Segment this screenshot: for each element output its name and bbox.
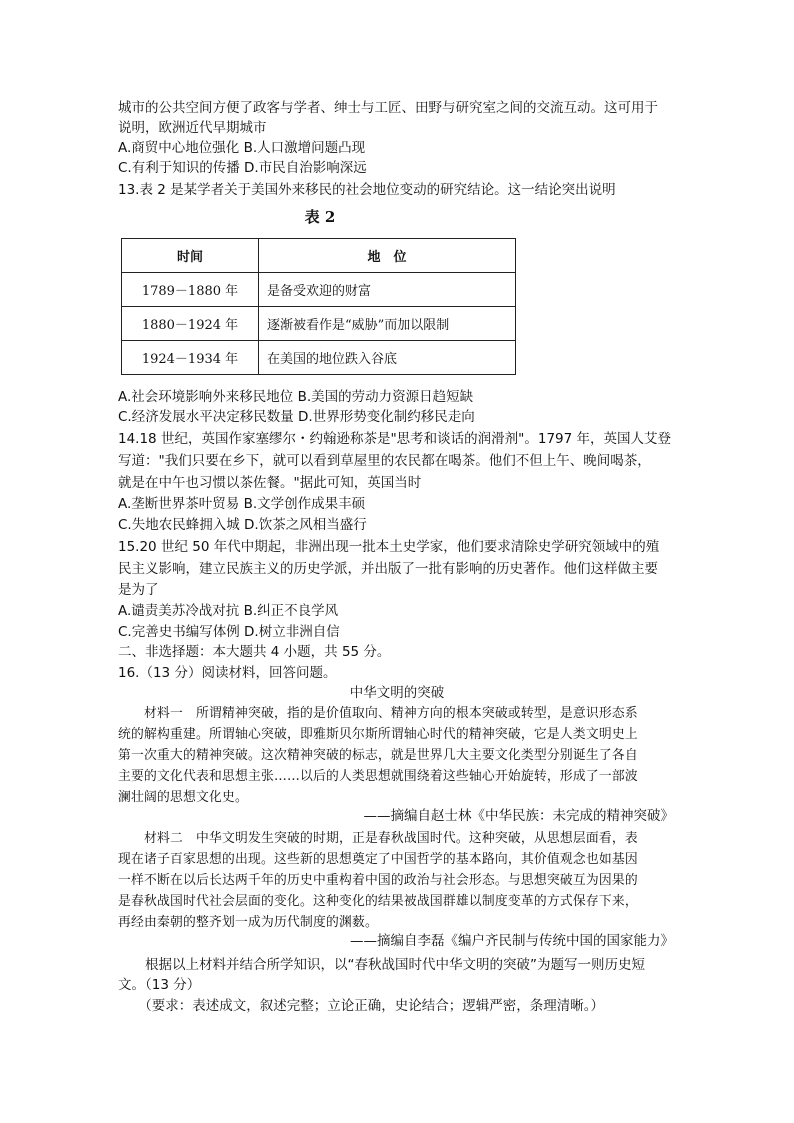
material-two-line: 材料二 中华文明发生突破的时期，正是春秋战国时代。这种突破，从思想层面看，表	[118, 831, 638, 846]
q12-options-ab: A.商贸中心地位强化 B.人口激增问题凸现	[118, 140, 366, 156]
q13-stem: 13.表 2 是某学者关于美国外来移民的社会地位变动的研究结论。这一结论突出说明	[118, 182, 616, 198]
q14-stem-line-2: 写道："我们只要在乡下，就可以看到草屋里的农民都在喝茶。他们不但上午、晚间喝茶，	[118, 453, 651, 469]
task-line-2: 文。（13 分）	[118, 977, 201, 993]
q14-options-cd: C.失地农民蜂拥入城 D.饮茶之风相当盛行	[118, 517, 367, 533]
table-cell-status: 在美国的地位跌入谷底	[259, 341, 516, 375]
q14-stem-line-3: 就是在中午也习惯以茶佐餐。"据此可知，英国当时	[118, 475, 422, 491]
q15-stem-line-2: 民主义影响，建立民族主义的历史学派，并出版了一批有影响的历史著作。他们这样做主要	[118, 561, 658, 577]
table-header-status: 地 位	[259, 239, 516, 273]
section-heading: 二、非选择题：本大题共 4 小题，共 55 分。	[118, 644, 391, 660]
q13-options-ab: A.社会环境影响外来移民地位 B.美国的劳动力资源日趋短缺	[118, 389, 474, 405]
table-header-time: 时间	[122, 239, 259, 273]
q12-stem-line-2: 说明，欧洲近代早期城市	[118, 120, 267, 136]
table-cell-period: 1880－1924 年	[122, 307, 259, 341]
material-two-line: 再经由秦朝的整齐划一成为历代制度的渊薮。	[118, 915, 378, 930]
material-one-source: ——摘编自赵士林《中华民族：未完成的精神突破》	[363, 808, 674, 824]
material-one-line: 统的解构重建。所谓轴心突破，即雅斯贝尔斯所谓轴心时代的精神突破，它是人类文明史上	[118, 727, 638, 742]
table-row	[122, 273, 516, 307]
material-two-line: 现在诸子百家思想的出现。这些新的思想奠定了中国哲学的基本路向，其价值观念也如基因	[118, 852, 638, 867]
material-two-line: 是春秋战国时代社会层面的变化。这种变化的结果被战国群雄以制度变革的方式保存下来，	[118, 894, 638, 909]
material-two-source: ——摘编自李磊《编户齐民制与传统中国的国家能力》	[350, 933, 674, 949]
q12-options-cd: C.有利于知识的传播 D.市民自治影响深远	[118, 160, 367, 176]
q15-stem-line-1: 15.20 世纪 50 年代中期起，非洲出现一批本土史学家，他们要求清除史学研究领域中的殖	[118, 539, 660, 555]
q14-options-ab: A.垄断世界茶叶贸易 B.文学创作成果丰硕	[118, 496, 366, 512]
q15-options-ab: A.谴责美苏冷战对抗 B.纠正不良学风	[118, 603, 339, 619]
q16-stem: 16.（13 分）阅读材料，回答问题。	[118, 665, 337, 681]
q13-options-cd: C.经济发展水平决定移民数量 D.世界形势变化制约移民走向	[118, 409, 475, 425]
task-line-1: 根据以上材料并结合所学知识，以“春秋战国时代中华文明的突破”为题写一则历史短	[118, 957, 645, 973]
writing-requirements: （要求：表述成文，叙述完整；立论正确，史论结合；逻辑严密，条理清晰。）	[118, 998, 604, 1014]
table-caption: 表 2	[304, 208, 336, 226]
material-title: 中华文明的突破	[349, 685, 445, 701]
material-one-line: 澜壮阔的思想文化史。	[118, 790, 248, 805]
table-cell-period: 1924－1934 年	[122, 341, 259, 375]
table-cell-period: 1789－1880 年	[122, 273, 259, 307]
table-cell-status: 逐渐被看作是“威胁”而加以限制	[259, 307, 516, 341]
q12-stem-line-1: 城市的公共空间方便了政客与学者、绅士与工匠、田野与研究室之间的交流互动。这可用于	[118, 100, 658, 116]
table-header-row	[122, 239, 516, 273]
material-one-line: 主要的文化代表和思想主张……以后的人类思想就围绕着这些轴心开始旋转，形成了一部波	[118, 769, 638, 784]
material-two-line: 一样不断在以后长达两千年的历史中重构着中国的政治与社会形态。与思想突破互为因果的	[118, 873, 638, 888]
q14-stem-line-1: 14.18 世纪，英国作家塞缪尔・约翰逊称茶是"思考和谈话的润滑剂"。1797 年，英国人艾登	[118, 431, 672, 447]
table-cell-status: 是备受欢迎的财富	[259, 273, 516, 307]
material-one-line: 第一次重大的精神突破。这次精神突破的标志，就是世界几大主要文化类型分别诞生了各自	[118, 748, 638, 763]
table-row	[122, 307, 516, 341]
immigrant-status-table	[121, 238, 516, 375]
table-row	[122, 341, 516, 375]
material-one-line: 材料一 所谓精神突破，指的是价值取向、精神方向的根本突破或转型，是意识形态系	[118, 706, 638, 721]
q15-options-cd: C.完善史书编写体例 D.树立非洲自信	[118, 624, 340, 640]
q15-stem-line-3: 是为了	[118, 582, 159, 598]
